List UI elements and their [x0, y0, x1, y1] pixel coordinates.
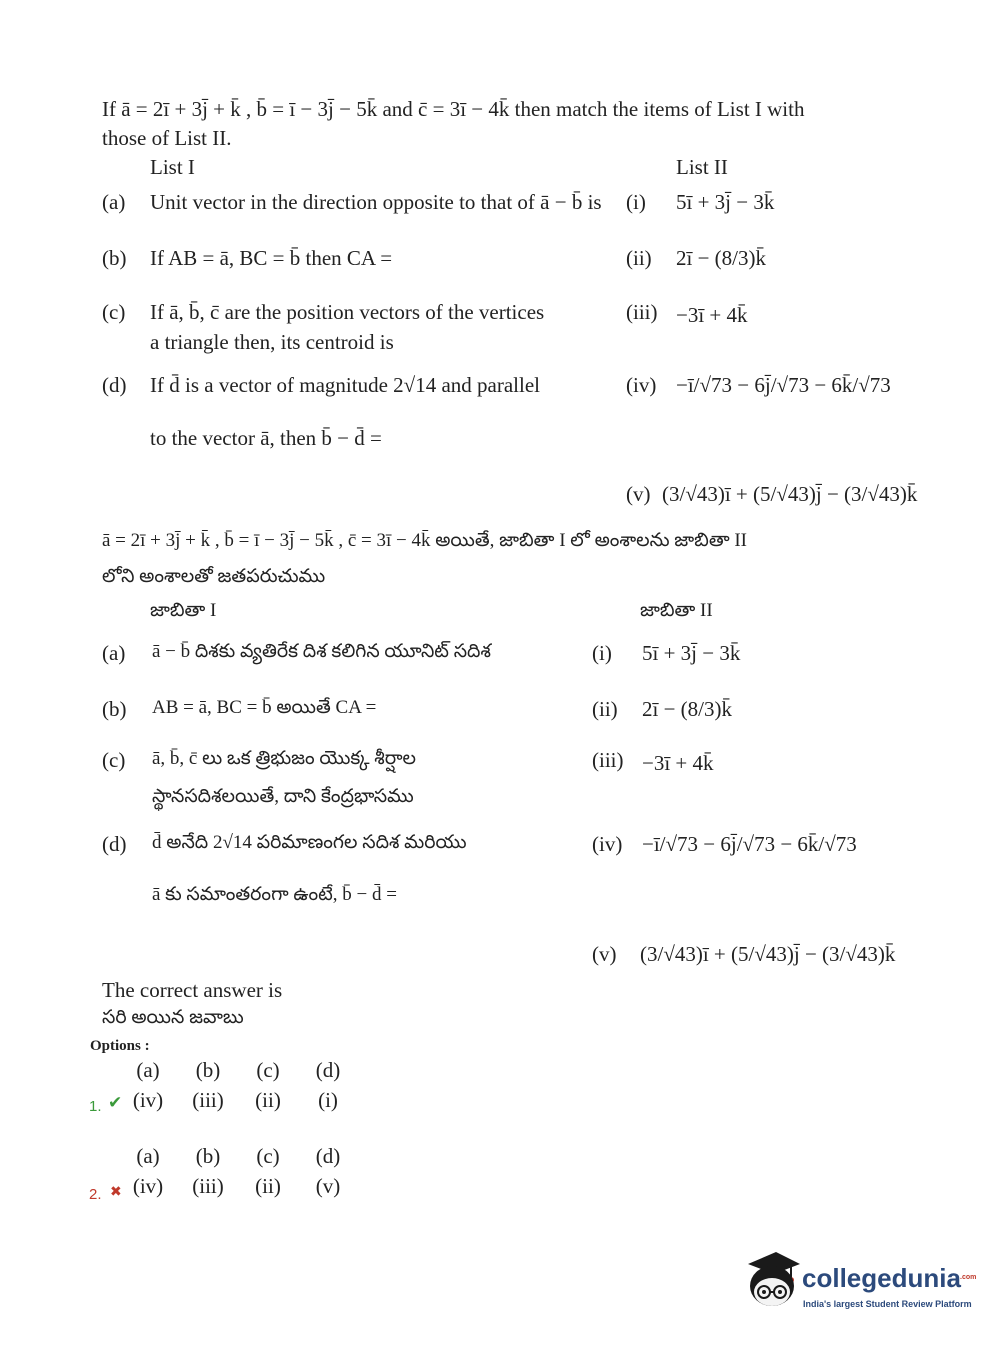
item-text-c-2: a triangle then, its centroid is	[150, 330, 394, 354]
answer-text-ii: 2ī − (8/3)k̄	[676, 246, 766, 270]
item-text-d-2: to the vector ā, then b̄ − d̄ =	[150, 426, 382, 450]
telugu-answer-text-iv: −ī/√73 − 6j̄/√73 − 6k̄/√73	[642, 832, 857, 856]
option-2-values[interactable]	[118, 1174, 358, 1199]
option-2-header-c: (c)	[256, 1144, 280, 1168]
telugu-answer-text-ii: 2ī − (8/3)k̄	[642, 697, 732, 721]
logo-suffix: .com	[960, 1274, 977, 1281]
telugu-answer-label-v: (v)	[592, 942, 617, 966]
telugu-answer-label-iv: (iv)	[592, 832, 623, 856]
item-text-d: If d̄ is a vector of magnitude 2√14 and parallel	[150, 373, 540, 397]
item-text-c: If ā, b̄, c̄ are the position vectors of the vertices	[150, 300, 545, 324]
telugu-item-text-b: AB = ā, BC = b̄ అయితే CA =	[152, 697, 377, 718]
telugu-item-text-a: ā − b̄ దిశకు వ్యతిరేక దిశ కలిగిన యూనిట్ సదిశ	[152, 641, 491, 662]
item-text-b: If AB = ā, BC = b̄ then CA =	[150, 246, 393, 270]
option-2-value-d: (v)	[315, 1174, 341, 1198]
check-icon: ✔	[108, 1093, 123, 1112]
item-label-b: (b)	[102, 246, 127, 270]
telugu-answer-label-ii: (ii)	[592, 697, 618, 721]
answer-text-v: (3/√43)ī + (5/√43)j̄ − (3/√43)k̄	[662, 482, 918, 506]
item-label-a: (a)	[102, 190, 126, 214]
list1-header: List I	[150, 155, 195, 179]
option-1-header-c: (c)	[256, 1058, 280, 1082]
answer-prompt-te: సరి అయిన జవాబు	[102, 1007, 244, 1028]
option-2-value-b: (iii)	[192, 1174, 224, 1198]
option-1-value-d: (i)	[318, 1088, 338, 1112]
cross-icon: ✖	[110, 1185, 122, 1200]
answer-text-iii: −3ī + 4k̄	[676, 303, 748, 327]
telugu-item-text-c: ā, b̄, c̄ లు ఒక త్రిభుజం యొక్క శీర్షాల	[152, 748, 416, 769]
answer-label-i: (i)	[626, 190, 646, 214]
collegedunia-mascot-icon	[742, 1250, 804, 1310]
option-1-headers	[118, 1058, 358, 1083]
logo-tagline: India's largest Student Review Platform	[803, 1299, 972, 1309]
telugu-list1-header: జాబితా I	[150, 600, 217, 621]
intro-line-2: those of List II.	[102, 126, 232, 150]
logo-name: collegedunia	[802, 1263, 961, 1293]
options-label: Options :	[90, 1038, 150, 1054]
telugu-item-label-a: (a)	[102, 641, 126, 665]
intro-line-1: If ā = 2ī + 3j̄ + k̄ , b̄ = ī − 3j̄ − 5k̄ and c̄ = 3ī − 4k̄ then match the items of List I with	[102, 97, 805, 121]
option-1-value-b: (iii)	[192, 1088, 224, 1112]
list2-header: List II	[676, 155, 728, 179]
telugu-answer-text-i: 5ī + 3j̄ − 3k̄	[642, 641, 741, 665]
telugu-answer-text-v: (3/√43)ī + (5/√43)j̄ − (3/√43)k̄	[640, 942, 896, 966]
telugu-answer-label-i: (i)	[592, 641, 612, 665]
option-2-header-a: (a)	[136, 1144, 160, 1168]
item-text-a: Unit vector in the direction opposite to that of ā − b̄ is	[150, 190, 602, 214]
telugu-answer-label-iii: (iii)	[592, 748, 624, 772]
telugu-intro-line-1: ā = 2ī + 3j̄ + k̄ , b̄ = ī − 3j̄ − 5k̄ , c̄ = 3ī − 4k̄ అయితే, జాబితా I లో అంశాలను జాబితా II	[102, 530, 747, 551]
option-2-value-c: (ii)	[255, 1174, 281, 1198]
option-1-value-c: (ii)	[255, 1088, 281, 1112]
answer-text-i: 5ī + 3j̄ − 3k̄	[676, 190, 775, 214]
telugu-item-label-c: (c)	[102, 748, 126, 772]
answer-label-v: (v)	[626, 482, 651, 506]
option-2-headers	[118, 1144, 358, 1169]
telugu-answer-text-iii: −3ī + 4k̄	[642, 751, 714, 775]
item-label-d: (d)	[102, 373, 127, 397]
answer-label-iv: (iv)	[626, 373, 657, 397]
telugu-item-text-d-2: ā కు సమాంతరంగా ఉంటే, b̄ − d̄ =	[152, 884, 397, 905]
option-2-header-d: (d)	[315, 1144, 341, 1168]
answer-label-iii: (iii)	[626, 300, 658, 324]
answer-prompt-en: The correct answer is	[102, 978, 283, 1002]
item-label-c: (c)	[102, 300, 126, 324]
option-1-number[interactable]: 1.	[89, 1098, 102, 1115]
option-2-number[interactable]: 2.	[89, 1186, 102, 1203]
telugu-item-text-d: d̄ అనేది 2√14 పరిమాణంగల సదిశ మరియు	[152, 832, 467, 853]
option-1-header-a: (a)	[136, 1058, 160, 1082]
option-1-value-a: (iv)	[132, 1088, 164, 1112]
telugu-item-label-d: (d)	[102, 832, 127, 856]
answer-text-iv: −ī/√73 − 6j̄/√73 − 6k̄/√73	[676, 373, 891, 397]
option-2-header-b: (b)	[195, 1144, 221, 1168]
option-1-values[interactable]	[118, 1088, 358, 1113]
option-1-header-b: (b)	[195, 1058, 221, 1082]
answer-label-ii: (ii)	[626, 246, 652, 270]
option-1-header-d: (d)	[315, 1058, 341, 1082]
telugu-intro-line-2: లోని అంశాలతో జతపరుచుము	[102, 566, 326, 587]
telugu-list2-header: జాబితా II	[640, 600, 713, 621]
telugu-item-label-b: (b)	[102, 697, 127, 721]
option-2-value-a: (iv)	[132, 1174, 164, 1198]
telugu-item-text-c-2: స్థానసదిశలయితే, దాని కేంద్రభాసము	[152, 786, 414, 807]
